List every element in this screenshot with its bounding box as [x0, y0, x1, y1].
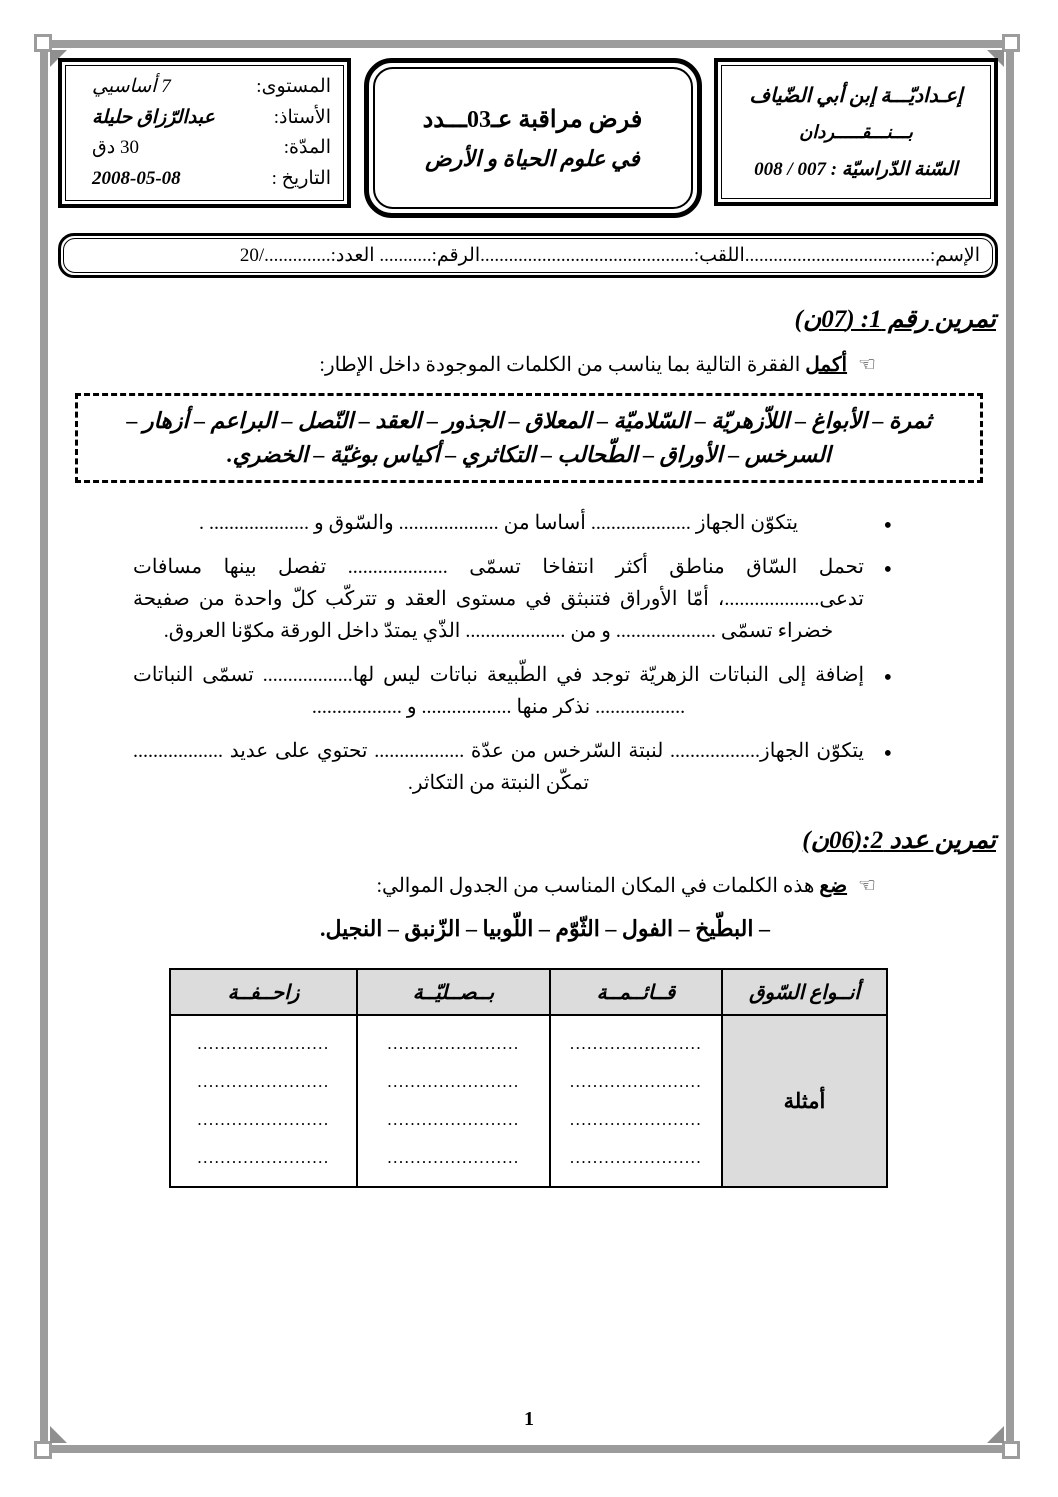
- date-label: التاريخ :: [271, 167, 331, 189]
- teacher-label: الأستاذ:: [273, 106, 331, 128]
- school-name: إعـداديّـــة إبن أبي الضّياف: [749, 85, 963, 108]
- exam-subject: في علوم الحياة و الأرض: [425, 145, 640, 171]
- exercise2-instruction-verb: ضع: [819, 875, 848, 898]
- fill-item-1: • يتكوّن الجهاز .................... أساسا من .................... والسّوق و .................... .: [133, 507, 898, 539]
- exam-title-inner: [373, 67, 693, 209]
- word-bank-box: ثمرة – الأبواغ – اللاّزهريّة – السّلاميّة – المعلاق – الجذور – العقد – النّصل – البراعم – أزهار – السرخس – الأوراق – الطّحالب – التكاثري – أكياس بوغيّة – الخضري.: [75, 393, 983, 483]
- teacher-value: عبدالرّزاق حليلة: [92, 106, 215, 128]
- answer-blank: .......................: [387, 1110, 520, 1130]
- header: [58, 58, 998, 218]
- column-header-erect: قــائــمــة: [550, 969, 722, 1015]
- pointing-hand-icon: ☜: [858, 873, 876, 898]
- column-header-stem-types: أنــواع السّوق: [722, 969, 887, 1015]
- fill-item-3: • إضافة إلى النباتات الزهريّة توجد في الطّبيعة نباتات ليس لها.................. تسمّى النباتات .................. نذكر منها .................. و ..................: [133, 659, 898, 723]
- exercise2-word-list: – البطّيخ – الفول – الثّوّم – اللّوبيا – الزّنبق – النجيل.: [319, 916, 770, 942]
- exercise2-instruction: [58, 873, 876, 898]
- answer-blank: .......................: [569, 1148, 703, 1168]
- answer-blank: .......................: [387, 1033, 520, 1053]
- exercise2-instruction-text: هذه الكلمات في المكان المناسب من الجدول الموالي:: [376, 875, 820, 898]
- answer-blank: .......................: [197, 1110, 330, 1130]
- table-row: [170, 1015, 887, 1187]
- exercise1-instruction-verb: أكمل: [805, 354, 848, 376]
- answer-blank: .......................: [569, 1033, 703, 1053]
- table-header-row: [170, 969, 887, 1015]
- answer-cell-creeping: [170, 1015, 357, 1187]
- class-info-inner: [65, 65, 344, 201]
- info-row-duration: [78, 136, 331, 160]
- answer-blank: .......................: [569, 1110, 703, 1130]
- border-corner-square: [1002, 1441, 1020, 1459]
- exercise2-heading: تمرين عدد 2:(06ن): [802, 827, 996, 855]
- exam-title: فرض مراقبة عـ03ـــدد: [422, 106, 643, 133]
- duration-label: المدّة:: [283, 137, 331, 159]
- answer-blank: .......................: [569, 1071, 703, 1091]
- student-identity-box: [58, 233, 998, 278]
- level-label: المستوى:: [256, 76, 331, 98]
- level-value: 7 أساسيي: [92, 76, 171, 98]
- school-city: بـــنـــقـــــردان: [799, 122, 913, 143]
- fill-item-2: • تحمل السّاق مناطق أكثر انتفاخا تسمّى .................... تفصل بينها مسافات تدعى...................، أمّا الأوراق فتنبثق في مستوى العقد و تتركّب كلّ واحدة من صفيحة خضراء تسمّى .................... و من .................... الذّي يمتدّ داخل الورقة مكوّنا العروق.: [133, 551, 898, 647]
- school-info-inner: [721, 65, 991, 199]
- class-info-box: [58, 58, 351, 208]
- info-row-date: [78, 167, 331, 191]
- school-info-box: [714, 58, 998, 206]
- answer-blank: .......................: [387, 1148, 520, 1168]
- answer-blank: .......................: [197, 1033, 330, 1053]
- border-corner-square: [34, 1441, 52, 1459]
- info-row-level: [78, 75, 331, 99]
- column-header-bulbous: بــصــليّــة: [357, 969, 550, 1015]
- duration-value: 30 دق: [92, 137, 139, 159]
- fill-item-4: • يتكوّن الجهاز.................. لنبتة السّرخس من عدّة .................. تحتوي على عديد .................. تمكّن النبتة من التكاثر.: [133, 735, 898, 799]
- answer-blank: .......................: [197, 1148, 330, 1168]
- stem-types-table: [169, 968, 888, 1188]
- column-header-creeping: زاحــفــة: [170, 969, 357, 1015]
- examples-row-label: أمثلة: [722, 1015, 887, 1187]
- answer-cell-bulbous: [357, 1015, 550, 1187]
- exam-title-box: [364, 58, 702, 218]
- info-row-teacher: [78, 106, 331, 130]
- pointing-hand-icon: ☜: [858, 352, 876, 376]
- exercise1-heading: تمرين رقم 1: (07ن): [794, 306, 996, 333]
- student-identity-line: الإسم:.......................................اللقب:.............................................الرقم:........... العدد:............../20: [63, 238, 993, 273]
- exercise1-instruction: [58, 352, 876, 377]
- date-value: 2008-05-08: [92, 167, 181, 189]
- school-year: السّنة الدّراسيّة : 007 / 008: [754, 158, 958, 180]
- page-number: 1: [524, 1408, 534, 1430]
- answer-blank: .......................: [197, 1071, 330, 1091]
- answer-blank: .......................: [387, 1071, 520, 1091]
- fill-in-blank-list: [133, 507, 898, 799]
- answer-cell-erect: [550, 1015, 722, 1187]
- exercise1-instruction-text: الفقرة التالية بما يناسب من الكلمات الموجودة داخل الإطار:: [319, 354, 806, 376]
